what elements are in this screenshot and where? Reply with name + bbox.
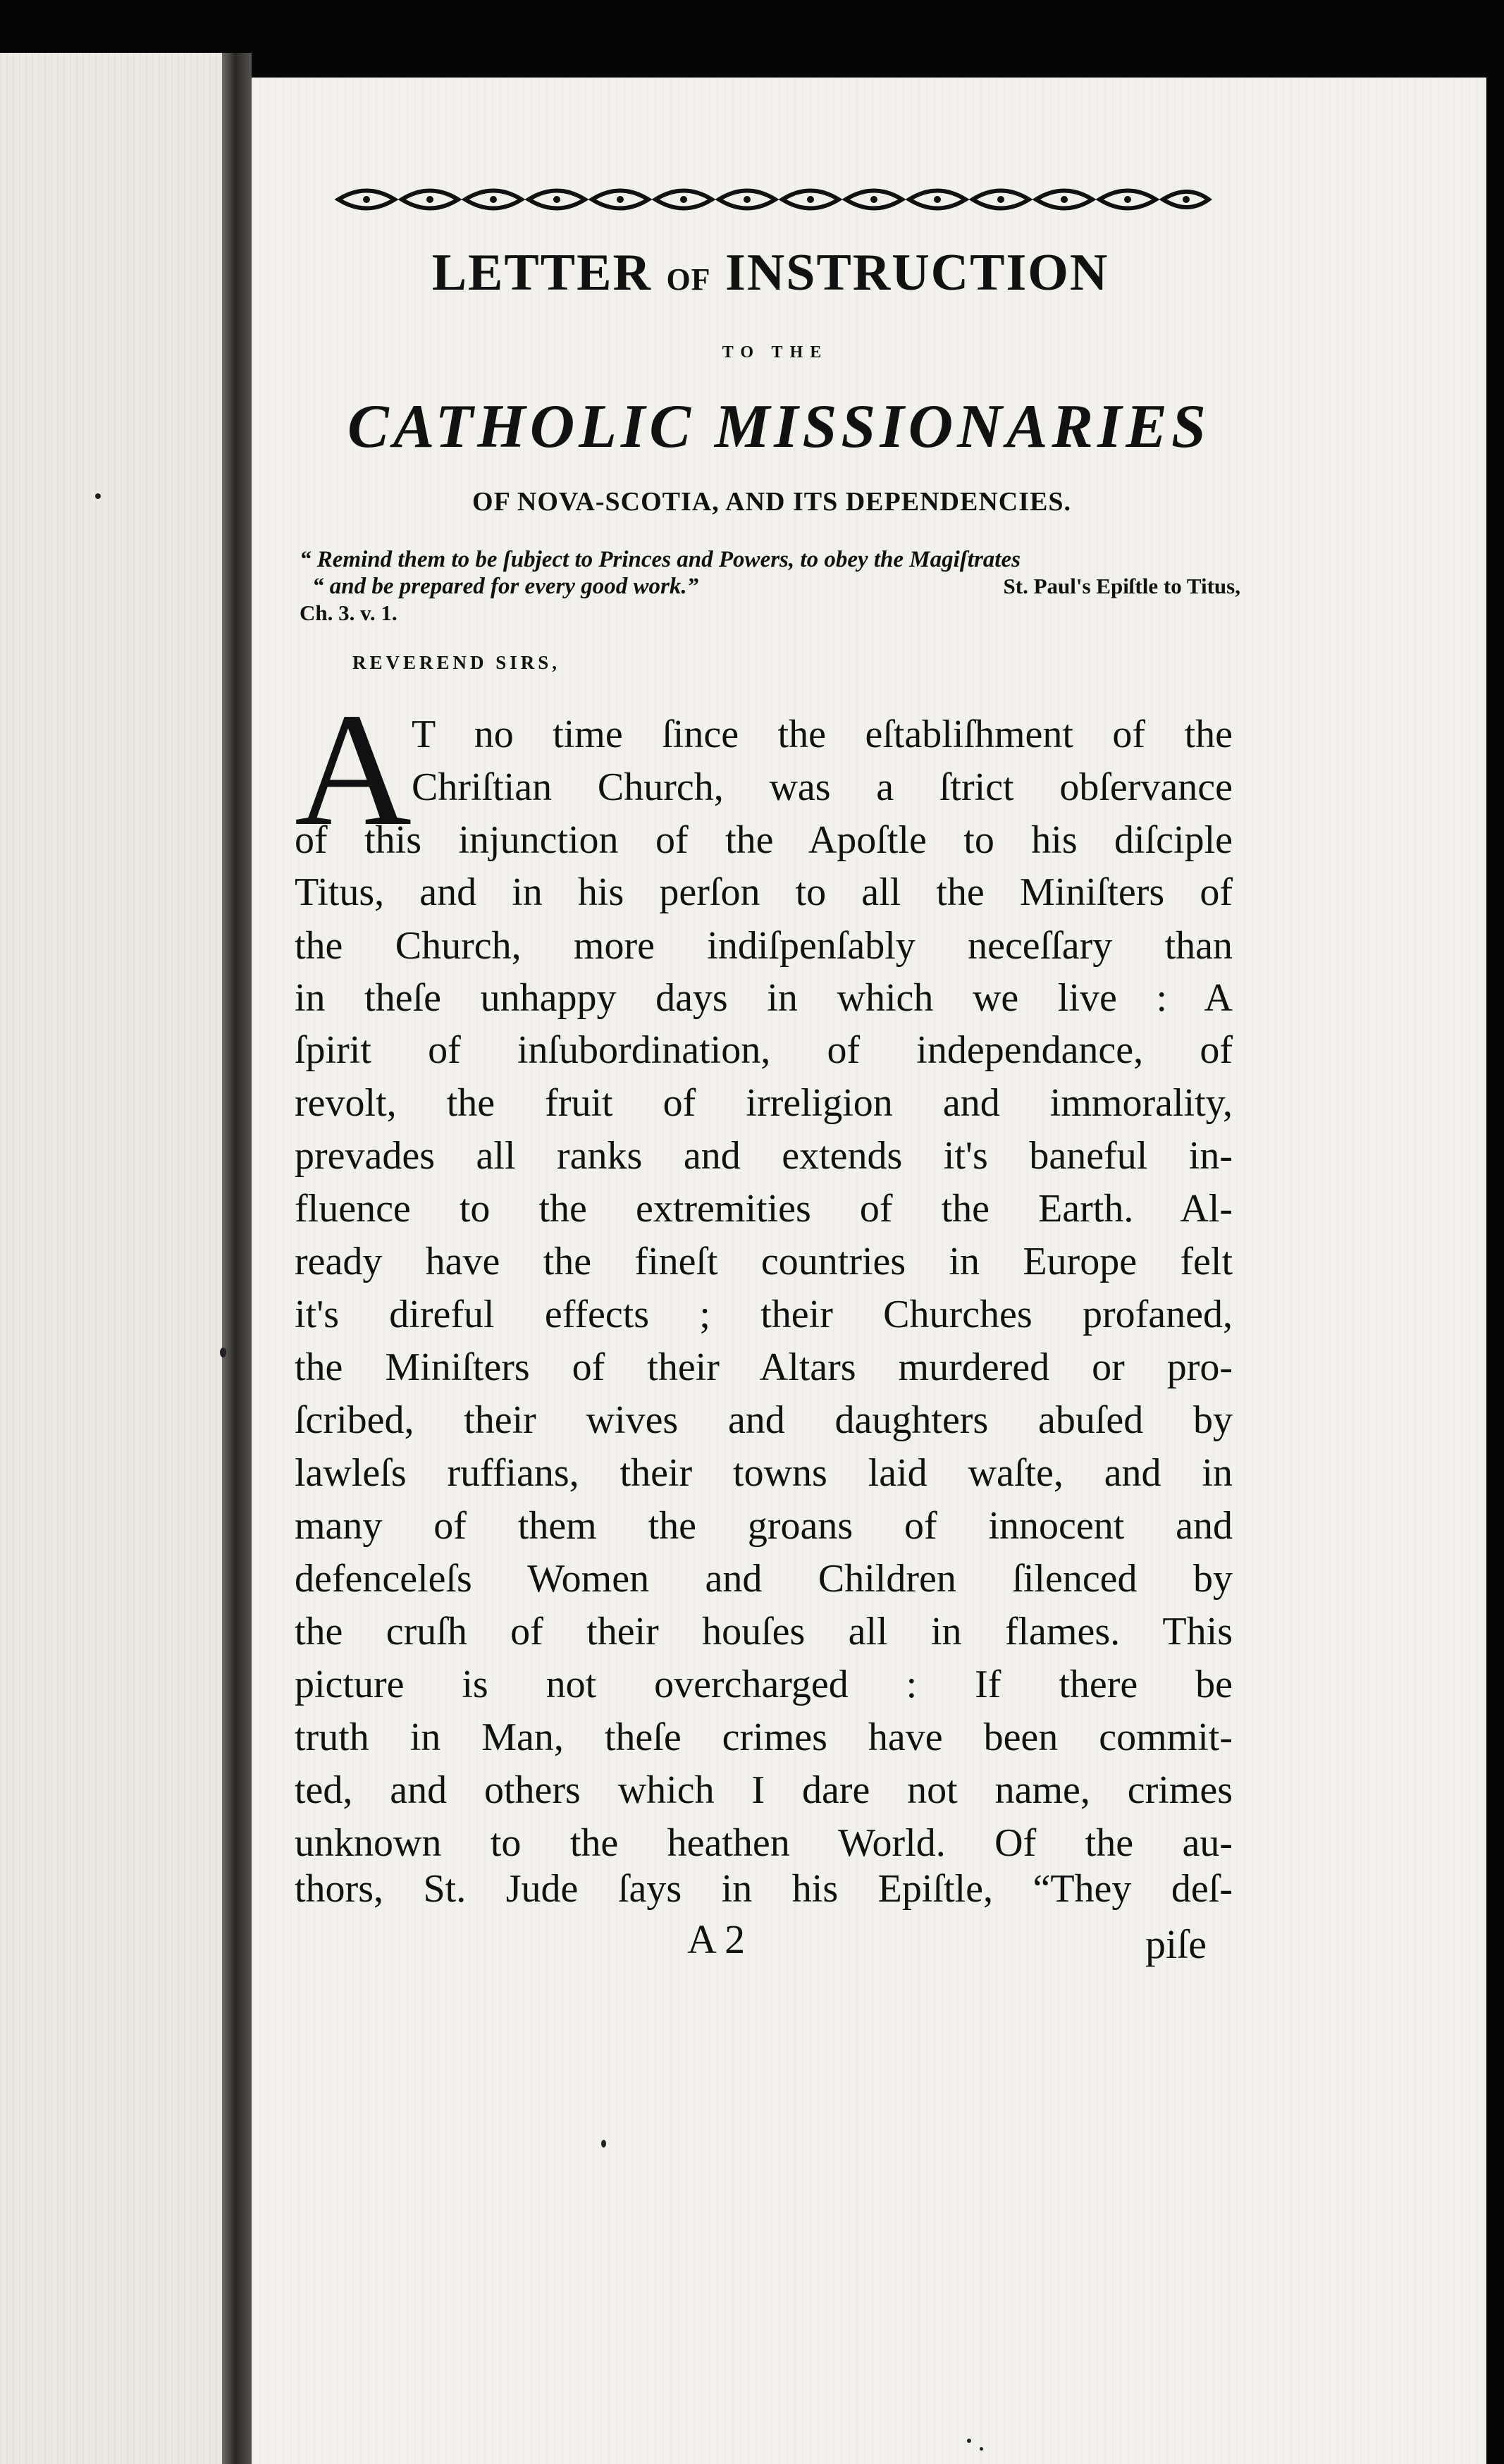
drop-cap: A	[295, 679, 412, 859]
ink-speck	[95, 493, 101, 499]
catchword: piſe	[1145, 1921, 1207, 1967]
body-line: truth in Man, theſe crimes have been commit-	[295, 1715, 1233, 1759]
body-line: revolt, the fruit of irreligion and immorality,	[295, 1081, 1233, 1125]
title-word-instruction: INSTRUCTION	[725, 244, 1109, 302]
body-line: lawleſs ruffians, their towns laid waſte, and in	[295, 1451, 1233, 1495]
body-line: ſpirit of inſubordination, of independance, of	[295, 1028, 1233, 1072]
body-line: ſcribed, their wives and daughters abuſed by	[295, 1398, 1233, 1442]
book-gutter	[222, 53, 252, 2464]
epigraph-reference-chapter: Ch. 3. v. 1.	[300, 600, 397, 625]
epigraph	[300, 546, 1240, 627]
body-line: in theſe unhappy days in which we live : A	[295, 976, 1233, 1020]
ink-speck	[601, 2140, 606, 2148]
ink-speck	[980, 2447, 983, 2451]
title-line-3: OF NOVA-SCOTIA, AND ITS DEPENDENCIES.	[472, 487, 1071, 517]
previous-page-edge	[0, 53, 222, 2464]
body-line: many of them the groans of innocent and	[295, 1504, 1233, 1548]
salutation: REVEREND SIRS,	[352, 652, 561, 673]
body-line: fluence to the extremities of the Earth. Al-	[295, 1187, 1233, 1231]
title-line-2: CATHOLIC MISSIONARIES	[347, 393, 1210, 461]
ink-speck	[967, 2439, 971, 2443]
ink-speck	[220, 1348, 226, 1357]
epigraph-line: “ Remind them to be ſubject to Princes and Powers, to obey the Magiſtrates	[300, 547, 1021, 572]
body-line: Titus, and in his perſon to all the Miniſters of	[295, 870, 1233, 914]
title-line-1	[411, 243, 1130, 303]
body-line: ted, and others which I dare not name, crimes	[295, 1768, 1233, 1812]
body-line: the Miniſters of their Altars murdered or pro-	[295, 1345, 1233, 1389]
body-line: unknown to the heathen World. Of the au-	[295, 1821, 1233, 1865]
body-line: thors, St. Jude ſays in his Epiſtle, “They deſ-	[295, 1867, 1233, 1911]
body-line: picture is not overcharged : If there be	[295, 1663, 1233, 1706]
body-line: Chriſtian Church, was a ſtrict obſervance	[412, 765, 1233, 809]
title-word-letter: LETTER	[431, 244, 652, 302]
body-line: of this injunction of the Apoſtle to his diſciple	[295, 818, 1233, 862]
body-line: the Church, more indiſpenſably neceſſary than	[295, 924, 1233, 968]
title-to-the: TO THE	[722, 343, 829, 362]
body-line: the cruſh of their houſes all in flames. This	[295, 1610, 1233, 1653]
body-line: it's direful effects ; their Churches profaned,	[295, 1293, 1233, 1336]
epigraph-line: “ and be prepared for every good work.”	[312, 574, 699, 599]
signature-mark: A 2	[687, 1916, 746, 1962]
body-line: ready have the fineſt countries in Europe felt	[295, 1240, 1233, 1283]
body-line: T no time ſince the eſtabliſhment of the	[412, 713, 1233, 756]
body-line: prevades all ranks and extends it's baneful in-	[295, 1134, 1233, 1178]
body-line: defenceleſs Women and Children ſilenced by	[295, 1557, 1233, 1601]
ornamental-border	[335, 182, 1212, 217]
title-word-of: OF	[666, 262, 711, 297]
epigraph-reference: St. Paul's Epiſtle to Titus,	[1003, 574, 1240, 598]
